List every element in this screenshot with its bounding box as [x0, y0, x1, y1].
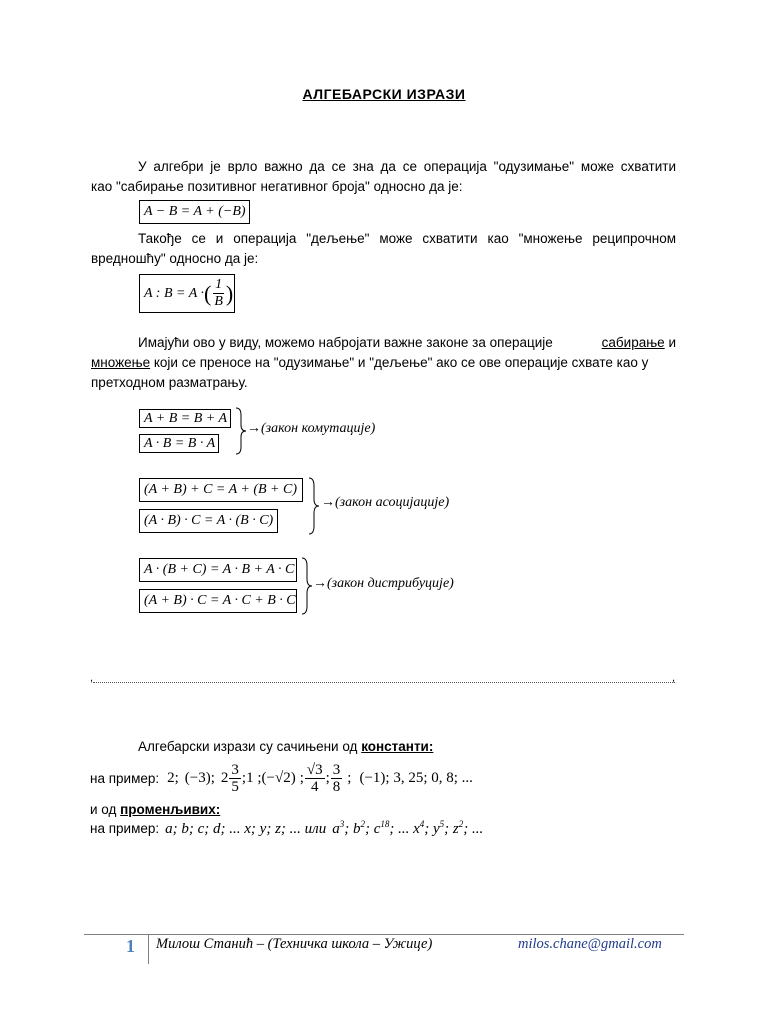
footer-divider	[148, 934, 149, 964]
intro-line-2: као "сабирање позитивног негативног броја" односно да је:	[91, 179, 463, 194]
base: ; b	[344, 821, 361, 837]
formula-commutative-multiplication: A · B = B · A	[139, 434, 219, 453]
footer-rule	[84, 934, 684, 935]
dotted-separator	[93, 682, 675, 683]
variables-heading-text: и од	[90, 802, 121, 817]
fraction-denominator: B	[214, 294, 223, 309]
exponent: 2	[458, 819, 464, 829]
fraction-denominator: 8	[332, 778, 341, 795]
constant-2: 2;	[167, 769, 179, 786]
power-a	[332, 819, 344, 838]
base: a	[332, 821, 340, 837]
exponent: 2	[360, 819, 365, 829]
curly-brace-icon	[235, 407, 247, 455]
keyword-constants: константи:	[361, 739, 434, 754]
constant-sqrt3-over-4	[305, 762, 325, 795]
fraction-numerator: 1	[215, 277, 223, 292]
page-number: 1	[126, 936, 135, 956]
fraction-denominator: 5	[231, 778, 239, 795]
paren-close-icon: )	[225, 280, 234, 306]
separator-mark-left: ,	[90, 672, 94, 684]
laws-intro-text: Имајући ово у виду, можемо набројати важне законе за операције	[138, 335, 553, 350]
formula-distributive-right: (A + B) · C = A · C + B · C	[139, 589, 297, 613]
separator: ;	[325, 769, 330, 786]
law-name-associative: →(закон асоцијације)	[321, 495, 450, 510]
law-name-commutative: →(закон комутације)	[247, 421, 376, 436]
curly-brace-icon	[308, 477, 320, 535]
constants-heading	[138, 737, 433, 756]
footer-author: Милош Станић – (Техничка школа – Ужице)	[156, 936, 433, 952]
exponent: 4	[419, 819, 425, 829]
power-b	[344, 819, 365, 838]
power-x	[389, 819, 424, 838]
fraction	[212, 277, 225, 310]
base: ; y	[424, 821, 440, 837]
keyword-multiplication: множење	[91, 355, 151, 370]
keyword-addition: сабирање	[601, 335, 665, 350]
base: ; z	[444, 821, 459, 837]
constant-minus-3: (−3);	[184, 769, 215, 786]
fraction-denominator: 4	[310, 778, 319, 795]
variables-examples	[90, 819, 483, 838]
formula-associative-multiplication: (A · B) · C = A · (B · C)	[139, 509, 278, 533]
keyword-variables: променљивих:	[120, 802, 221, 817]
law-name-distributive: →(закон дистрибуције)	[313, 576, 454, 591]
variables-list: a; b; c; d; ... x; y; z; ... или	[165, 821, 327, 837]
constant-mixed-whole: 2	[220, 769, 229, 786]
laws-intro-text-2: који се преносе на "одузимање" и "дељење" ако се ове операције схвате као у	[150, 355, 649, 370]
power-z	[444, 819, 463, 838]
constant-1: ;1 ;	[241, 769, 262, 786]
laws-intro-line-1	[138, 333, 676, 352]
constants-rest: (−1); 3, 25; 0, 8; ...	[359, 769, 473, 786]
variables-example-label: на пример:	[90, 821, 160, 836]
separator: ;	[299, 769, 304, 786]
separator-mark-right: ,	[672, 672, 676, 684]
intro-line-1: У алгебри је врло важно да се зна да се операција "одузимање" може схватити	[138, 159, 676, 174]
paren-open-icon: (	[204, 280, 212, 306]
laws-intro-line-2	[91, 353, 681, 372]
constants-heading-text: Алгебарски изрази су сачињени од	[138, 739, 362, 754]
formula-commutative-addition: A + B = B + A	[139, 409, 231, 428]
base: ; c	[364, 821, 381, 837]
intro-line-3: Такође се и операција "дељење" може схватити као "множење реципрочном	[138, 231, 676, 246]
footer-email-link[interactable]: milos.chane@gmail.com	[518, 936, 662, 952]
exponent: 18	[380, 819, 390, 829]
formula-distributive-left: A · (B + C) = A · B + A · C	[139, 558, 297, 582]
base: ; ... x	[389, 821, 420, 837]
formula-division	[139, 274, 235, 313]
fraction-numerator: 3	[231, 761, 239, 778]
page-title: АЛГЕБАРСКИ ИЗРАЗИ	[302, 86, 466, 102]
formula-division-left: A : B = A ·	[144, 285, 205, 301]
fraction-numerator: 3	[332, 761, 341, 778]
exponent: 5	[439, 819, 445, 829]
variables-tail: ; ...	[463, 821, 484, 837]
formula-subtraction: A − B = A + (−B)	[139, 200, 250, 224]
constant-mixed-fraction	[229, 762, 241, 795]
variables-heading	[90, 800, 220, 819]
curly-brace-icon	[301, 557, 313, 615]
constant-3-over-8	[331, 762, 343, 795]
power-y	[424, 819, 444, 838]
power-c	[365, 819, 389, 838]
separator: ;	[347, 769, 352, 786]
laws-intro-keywords	[602, 333, 676, 352]
formula-associative-addition: (A + B) + C = A + (B + C)	[139, 478, 303, 502]
intro-line-4: вредношћу" односно да је:	[91, 251, 259, 266]
constants-example-label: на пример:	[90, 770, 160, 786]
laws-intro-and: и	[668, 335, 676, 350]
laws-intro-line-3: претходном разматрању.	[91, 375, 248, 390]
constants-examples	[90, 757, 473, 799]
fraction-numerator: √3	[306, 761, 323, 778]
exponent: 3	[339, 819, 345, 829]
constant-minus-sqrt2: (−√2)	[261, 769, 296, 786]
